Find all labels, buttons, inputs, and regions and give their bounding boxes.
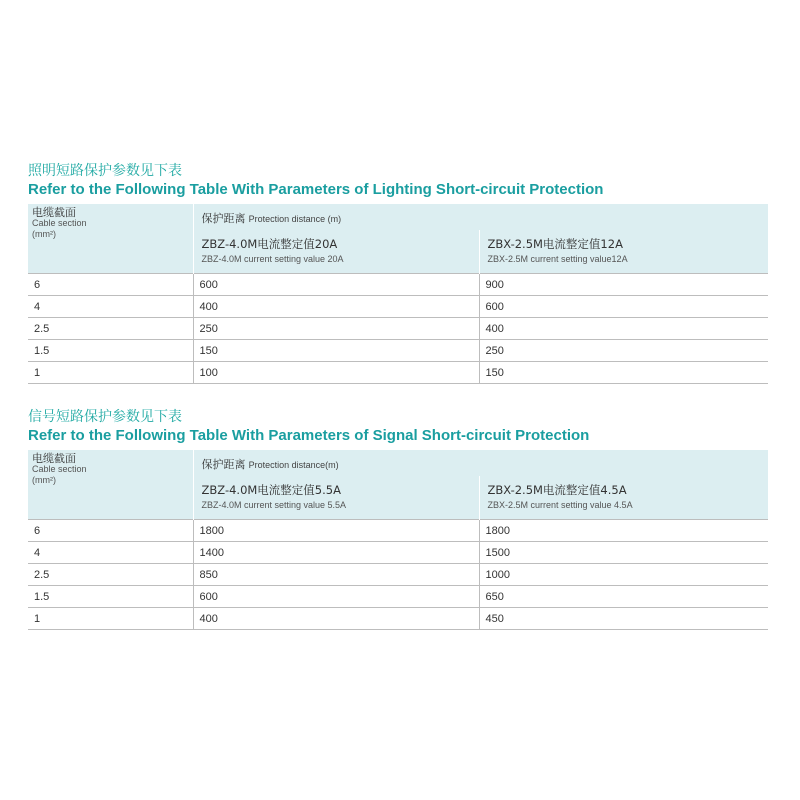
cable-cell: 6 [28,520,193,542]
zbx-header-en: ZBX-2.5M current setting value12A [487,254,628,264]
zbz-cell: 100 [193,362,479,384]
cable-section-cn: 电缆截面 [32,206,76,219]
zbx-header-cn: ZBX-2.5M电流整定值12A [487,237,623,251]
zbz-cell: 400 [193,608,479,630]
zbx-column-header [479,230,768,274]
zbx-cell: 600 [479,296,768,318]
table-row [28,274,768,296]
protection-distance-cn: 保护距离 [201,213,246,225]
cable-section-cn: 电缆截面 [32,452,76,465]
cable-cell: 1.5 [28,586,193,608]
signal-section [28,408,768,630]
zbz-column-header [193,230,479,274]
zbx-cell: 150 [479,362,768,384]
protection-distance-header [193,204,768,230]
zbz-cell: 1800 [193,520,479,542]
signal-table [28,450,768,630]
protection-distance-en: Protection distance (m) [248,214,342,224]
zbz-cell: 600 [193,274,479,296]
zbx-cell: 250 [479,340,768,362]
zbz-cell: 150 [193,340,479,362]
zbz-cell: 600 [193,586,479,608]
lighting-title-en: Refer to the Following Table With Parameters of Lighting Short-circuit Protection [28,181,604,198]
protection-distance-cn: 保护距离 [201,459,246,471]
zbz-cell: 400 [193,296,479,318]
zbz-header-en: ZBZ-4.0M current setting value 5.5A [201,500,347,510]
zbz-header-cn: ZBZ-4.0M电流整定值5.5A [201,483,341,497]
table-row [28,542,768,564]
zbx-cell: 1500 [479,542,768,564]
zbz-column-header [193,476,479,520]
signal-title-en: Refer to the Following Table With Parameters of Signal Short-circuit Protection [28,427,590,444]
table-row [28,608,768,630]
cable-section-header [28,204,193,274]
zbx-cell: 900 [479,274,768,296]
cable-cell: 1.5 [28,340,193,362]
cable-section-header [28,450,193,520]
zbx-header-cn: ZBX-2.5M电流整定值4.5A [487,483,627,497]
zbz-cell: 1400 [193,542,479,564]
cable-section-en: Cable section [32,464,87,474]
cable-section-en: Cable section [32,218,87,228]
cable-section-unit: (mm²) [32,475,56,485]
lighting-title-cn: 照明短路保护参数见下表 [28,163,182,179]
zbx-cell: 1800 [479,520,768,542]
table-row [28,318,768,340]
cable-cell: 2.5 [28,318,193,340]
cable-cell: 4 [28,296,193,318]
table-row [28,564,768,586]
zbz-header-en: ZBZ-4.0M current setting value 20A [201,254,344,264]
cable-section-unit: (mm²) [32,229,56,239]
table-row [28,586,768,608]
lighting-section [28,162,768,384]
zbx-cell: 1000 [479,564,768,586]
zbx-cell: 650 [479,586,768,608]
cable-cell: 6 [28,274,193,296]
cable-cell: 4 [28,542,193,564]
cable-cell: 2.5 [28,564,193,586]
table-row [28,520,768,542]
table-row [28,296,768,318]
cable-cell: 1 [28,608,193,630]
zbx-cell: 450 [479,608,768,630]
zbx-header-en: ZBX-2.5M current setting value 4.5A [487,500,633,510]
protection-distance-header [193,450,768,476]
zbz-cell: 850 [193,564,479,586]
zbx-column-header [479,476,768,520]
lighting-table [28,204,768,384]
protection-distance-en: Protection distance(m) [248,460,339,470]
signal-title-cn: 信号短路保护参数见下表 [28,409,182,425]
table-row [28,362,768,384]
zbz-header-cn: ZBZ-4.0M电流整定值20A [201,237,338,251]
table-row [28,340,768,362]
cable-cell: 1 [28,362,193,384]
zbx-cell: 400 [479,318,768,340]
zbz-cell: 250 [193,318,479,340]
